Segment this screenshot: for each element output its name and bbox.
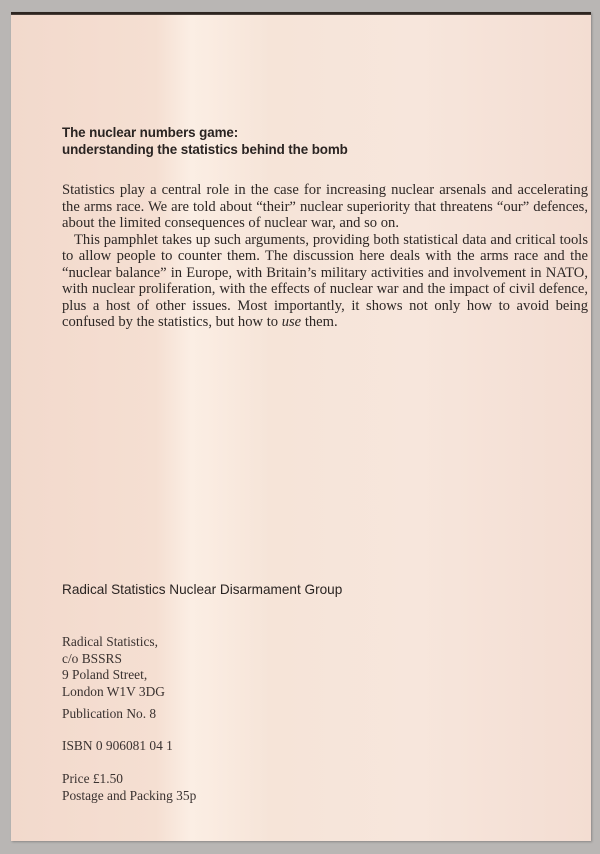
- address-line-1: Radical Statistics,: [62, 634, 158, 649]
- address-line-3: 9 Poland Street,: [62, 667, 148, 682]
- paragraph-2-text: This pamphlet takes up such arguments, providing both statistical data and critical tools to allow people to counter them. The discussion here deals with the arms race and the “nuclear balance” in Europe, with Britain’s military activities and involvement in NATO, with nuclear proliferation, with the effects of nuclear war and the impact of civil defence, plus a host of other issues. Most importantly, it shows not only how to avoid being confused by the statistics, but how to: [62, 231, 588, 330]
- paragraph-2-tail: them.: [301, 314, 338, 330]
- cover-title: [62, 124, 348, 158]
- emphasis-use: use: [281, 314, 302, 330]
- price: Price £1.50: [62, 771, 123, 786]
- price-info: [62, 771, 196, 804]
- blurb: [62, 182, 588, 331]
- blurb-paragraph-2: [62, 232, 588, 331]
- address-line-2: c/o BSSRS: [62, 650, 122, 666]
- publisher-name: Radical Statistics Nuclear Disarmament Group: [62, 582, 343, 597]
- title-line-2: understanding the statistics behind the bomb: [62, 142, 348, 157]
- address-line-4: London W1V 3DG: [62, 683, 165, 699]
- title-line-1: The nuclear numbers game:: [62, 125, 239, 140]
- page-top-edge: [11, 12, 591, 15]
- isbn: ISBN 0 906081 04 1: [62, 738, 173, 753]
- back-cover-page: [11, 12, 591, 841]
- postage: Postage and Packing 35p: [62, 787, 197, 803]
- publisher-address: [62, 634, 165, 700]
- blurb-paragraph-1: Statistics play a central role in the case for increasing nuclear arsenals and accelerating the arms race. We are told about “their” nuclear superiority that threatens “our” defences, about the limited consequences of nuclear war, and so on.: [62, 182, 588, 231]
- publication-number: Publication No. 8: [62, 706, 157, 721]
